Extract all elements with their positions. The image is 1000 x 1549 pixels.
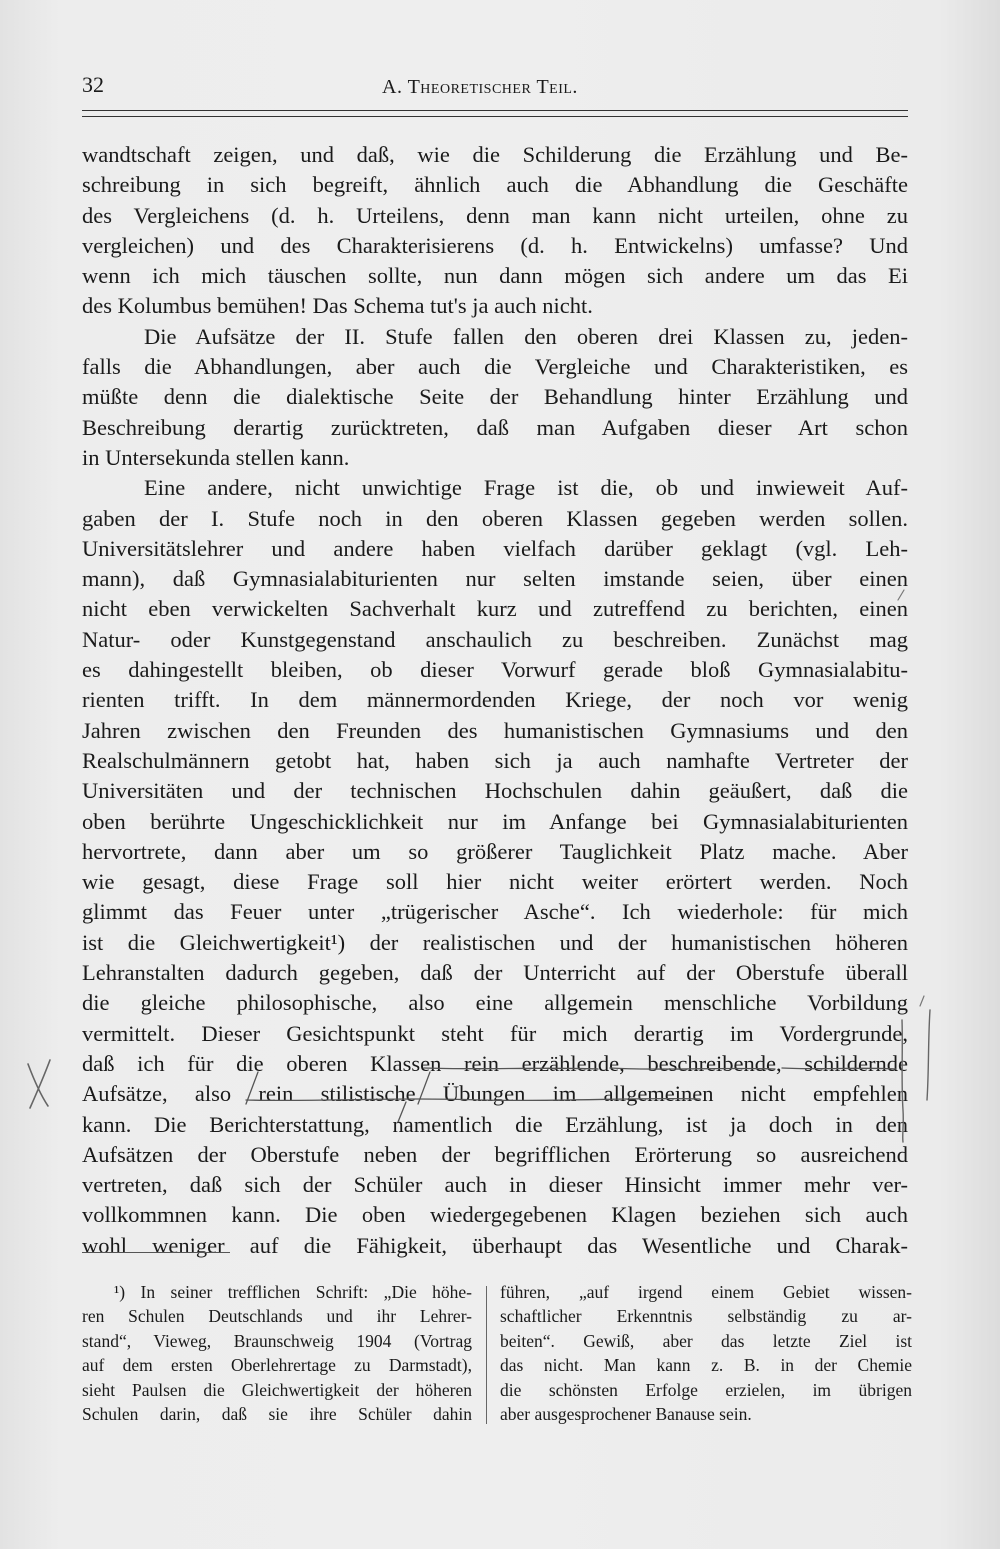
footnote-line: auf dem ersten Oberlehrertage zu Darmstadt), [82, 1355, 472, 1376]
footnote-line: Schulen darin, daß sie ihre Schüler dahin [82, 1403, 472, 1424]
text-line: falls die Abhandlungen, aber auch die Vergleiche und Charakteristiken, es [82, 354, 908, 380]
text-line: Universitäten und der technischen Hochschulen dahin geäußert, daß die [82, 778, 908, 804]
text-line: vollkommnen kann. Die oben wiedergegebenen Klagen beziehen sich auch [82, 1202, 908, 1228]
margin-x-mark [28, 1060, 50, 1108]
text-line: Die Aufsätze der II. Stufe fallen den oberen drei Klassen zu, jeden- [144, 323, 908, 349]
text-line: Universitätslehrer und andere haben vielfach darüber geklagt (vgl. Leh- [82, 535, 908, 561]
text-line: schreibung in sich begreift, ähnlich auch die Abhandlung die Geschäfte [82, 172, 908, 198]
footnote-separator [82, 1252, 230, 1253]
footnote-column-right [500, 1280, 912, 1426]
text-line: müßte denn die dialektische Seite der Behandlung hinter Erzählung und [82, 384, 908, 410]
text-line: Jahren zwischen den Freunden des humanistischen Gymnasiums und den [82, 717, 908, 743]
header-double-rule [82, 110, 908, 117]
text-line: Natur- oder Kunstgegenstand anschaulich zu beschreiben. Zunächst mag [82, 626, 908, 652]
text-line: des Vergleichens (d. h. Urteilens, denn man kann nicht urteilen, ohne zu [82, 202, 908, 228]
page-number: 32 [82, 72, 104, 97]
footnote-line: aber ausgesprochener Banause sein. [500, 1403, 752, 1424]
text-line: Lehranstalten dadurch gegeben, daß der Unterricht auf der Oberstufe überall [82, 960, 908, 986]
text-line: vergleichen) und des Charakterisierens (d. h. Entwickelns) umfasse? Und [82, 232, 908, 258]
text-line: wenn ich mich täuschen sollte, nun dann mögen sich andere um das Ei [82, 263, 908, 289]
footnote-line: die schönsten Erfolge erzielen, im übrigen [500, 1379, 912, 1400]
text-line: des Kolumbus bemühen! Das Schema tut's ja auch nicht. [82, 293, 593, 319]
text-line: wie gesagt, diese Frage soll hier nicht weiter erörtert werden. Noch [82, 869, 908, 895]
text-line: Eine andere, nicht unwichtige Frage ist die, ob und inwieweit Auf- [144, 475, 908, 501]
text-line: ist die Gleichwertigkeit¹) der realistischen und der humanistischen höheren [82, 929, 908, 955]
footnotes [82, 1280, 912, 1430]
text-line: vermittelt. Dieser Gesichtspunkt steht für mich derartig im Vordergrunde, [82, 1020, 908, 1046]
footnote-line: stand“, Vieweg, Braunschweig 1904 (Vortrag [82, 1330, 472, 1351]
text-line: Aufsätze, also rein stilistische Übungen im allgemeinen nicht empfehlen [82, 1081, 908, 1107]
text-line: rienten trifft. In dem männermordenden Kriege, der noch vor wenig [82, 687, 908, 713]
text-line: hervortrete, dann aber um so größerer Tauglichkeit Platz mache. Aber [82, 838, 908, 864]
footnote-line: ren Schulen Deutschlands und ihr Lehrer- [82, 1306, 472, 1327]
text-line: nicht eben verwickelten Sachverhalt kurz und zutreffend zu berichten, einen [82, 596, 908, 622]
text-line: daß ich für die oberen Klassen rein erzählende, beschreibende, schildernde [82, 1050, 908, 1076]
footnote-line: beiten“. Gewiß, aber das letzte Ziel ist [500, 1330, 912, 1351]
body-text [82, 140, 908, 1261]
footnote-line: sieht Paulsen die Gleichwertigkeit der höheren [82, 1379, 472, 1400]
footnote-column-divider [486, 1286, 487, 1424]
footnote-line: schaftlicher Erkenntnis selbständig zu ar- [500, 1306, 912, 1327]
text-line: die gleiche philosophische, also eine allgemein menschliche Vorbildung [82, 990, 908, 1016]
text-line: Aufsätzen der Oberstufe neben der begrifflichen Erörterung so ausreichend [82, 1141, 908, 1167]
text-line: gaben der I. Stufe noch in den oberen Klassen gegeben werden sollen. [82, 505, 908, 531]
text-line: Realschulmännern getobt hat, haben sich ja auch namhafte Vertreter der [82, 747, 908, 773]
text-line: glimmt das Feuer unter „trügerischer Asche“. Ich wiederhole: für mich [82, 899, 908, 925]
text-line: kann. Die Berichterstattung, namentlich die Erzählung, ist ja doch in den [82, 1111, 908, 1137]
footnote-line: ¹) In seiner trefflichen Schrift: „Die höhe- [114, 1282, 472, 1302]
text-line: mann), daß Gymnasialabiturienten nur selten imstande seien, über einen [82, 566, 908, 592]
text-line: wohl weniger auf die Fähigkeit, überhaupt das Wesentliche und Charak- [82, 1232, 908, 1258]
text-line: es dahingestellt bleiben, ob dieser Vorwurf gerade bloß Gymnasialabitu- [82, 657, 908, 683]
text-line: wandtschaft zeigen, und daß, wie die Schilderung die Erzählung und Be- [82, 142, 908, 167]
footnote-line: das nicht. Man kann z. B. in der Chemie [500, 1355, 912, 1376]
text-line: Beschreibung derartig zurücktreten, daß man Aufgaben dieser Art schon [82, 414, 908, 440]
footnote-column-left [82, 1280, 472, 1426]
text-line: in Untersekunda stellen kann. [82, 444, 350, 470]
page-header [82, 72, 908, 106]
running-title: A. Theoretischer Teil. [382, 76, 578, 98]
text-line: vertreten, daß sich der Schüler auch in dieser Hinsicht immer mehr ver- [82, 1172, 908, 1198]
text-line: oben berührte Ungeschicklichkeit nur im Anfange bei Gymnasialabiturienten [82, 808, 908, 834]
footnote-line: führen, „auf irgend einem Gebiet wissen- [500, 1282, 912, 1302]
